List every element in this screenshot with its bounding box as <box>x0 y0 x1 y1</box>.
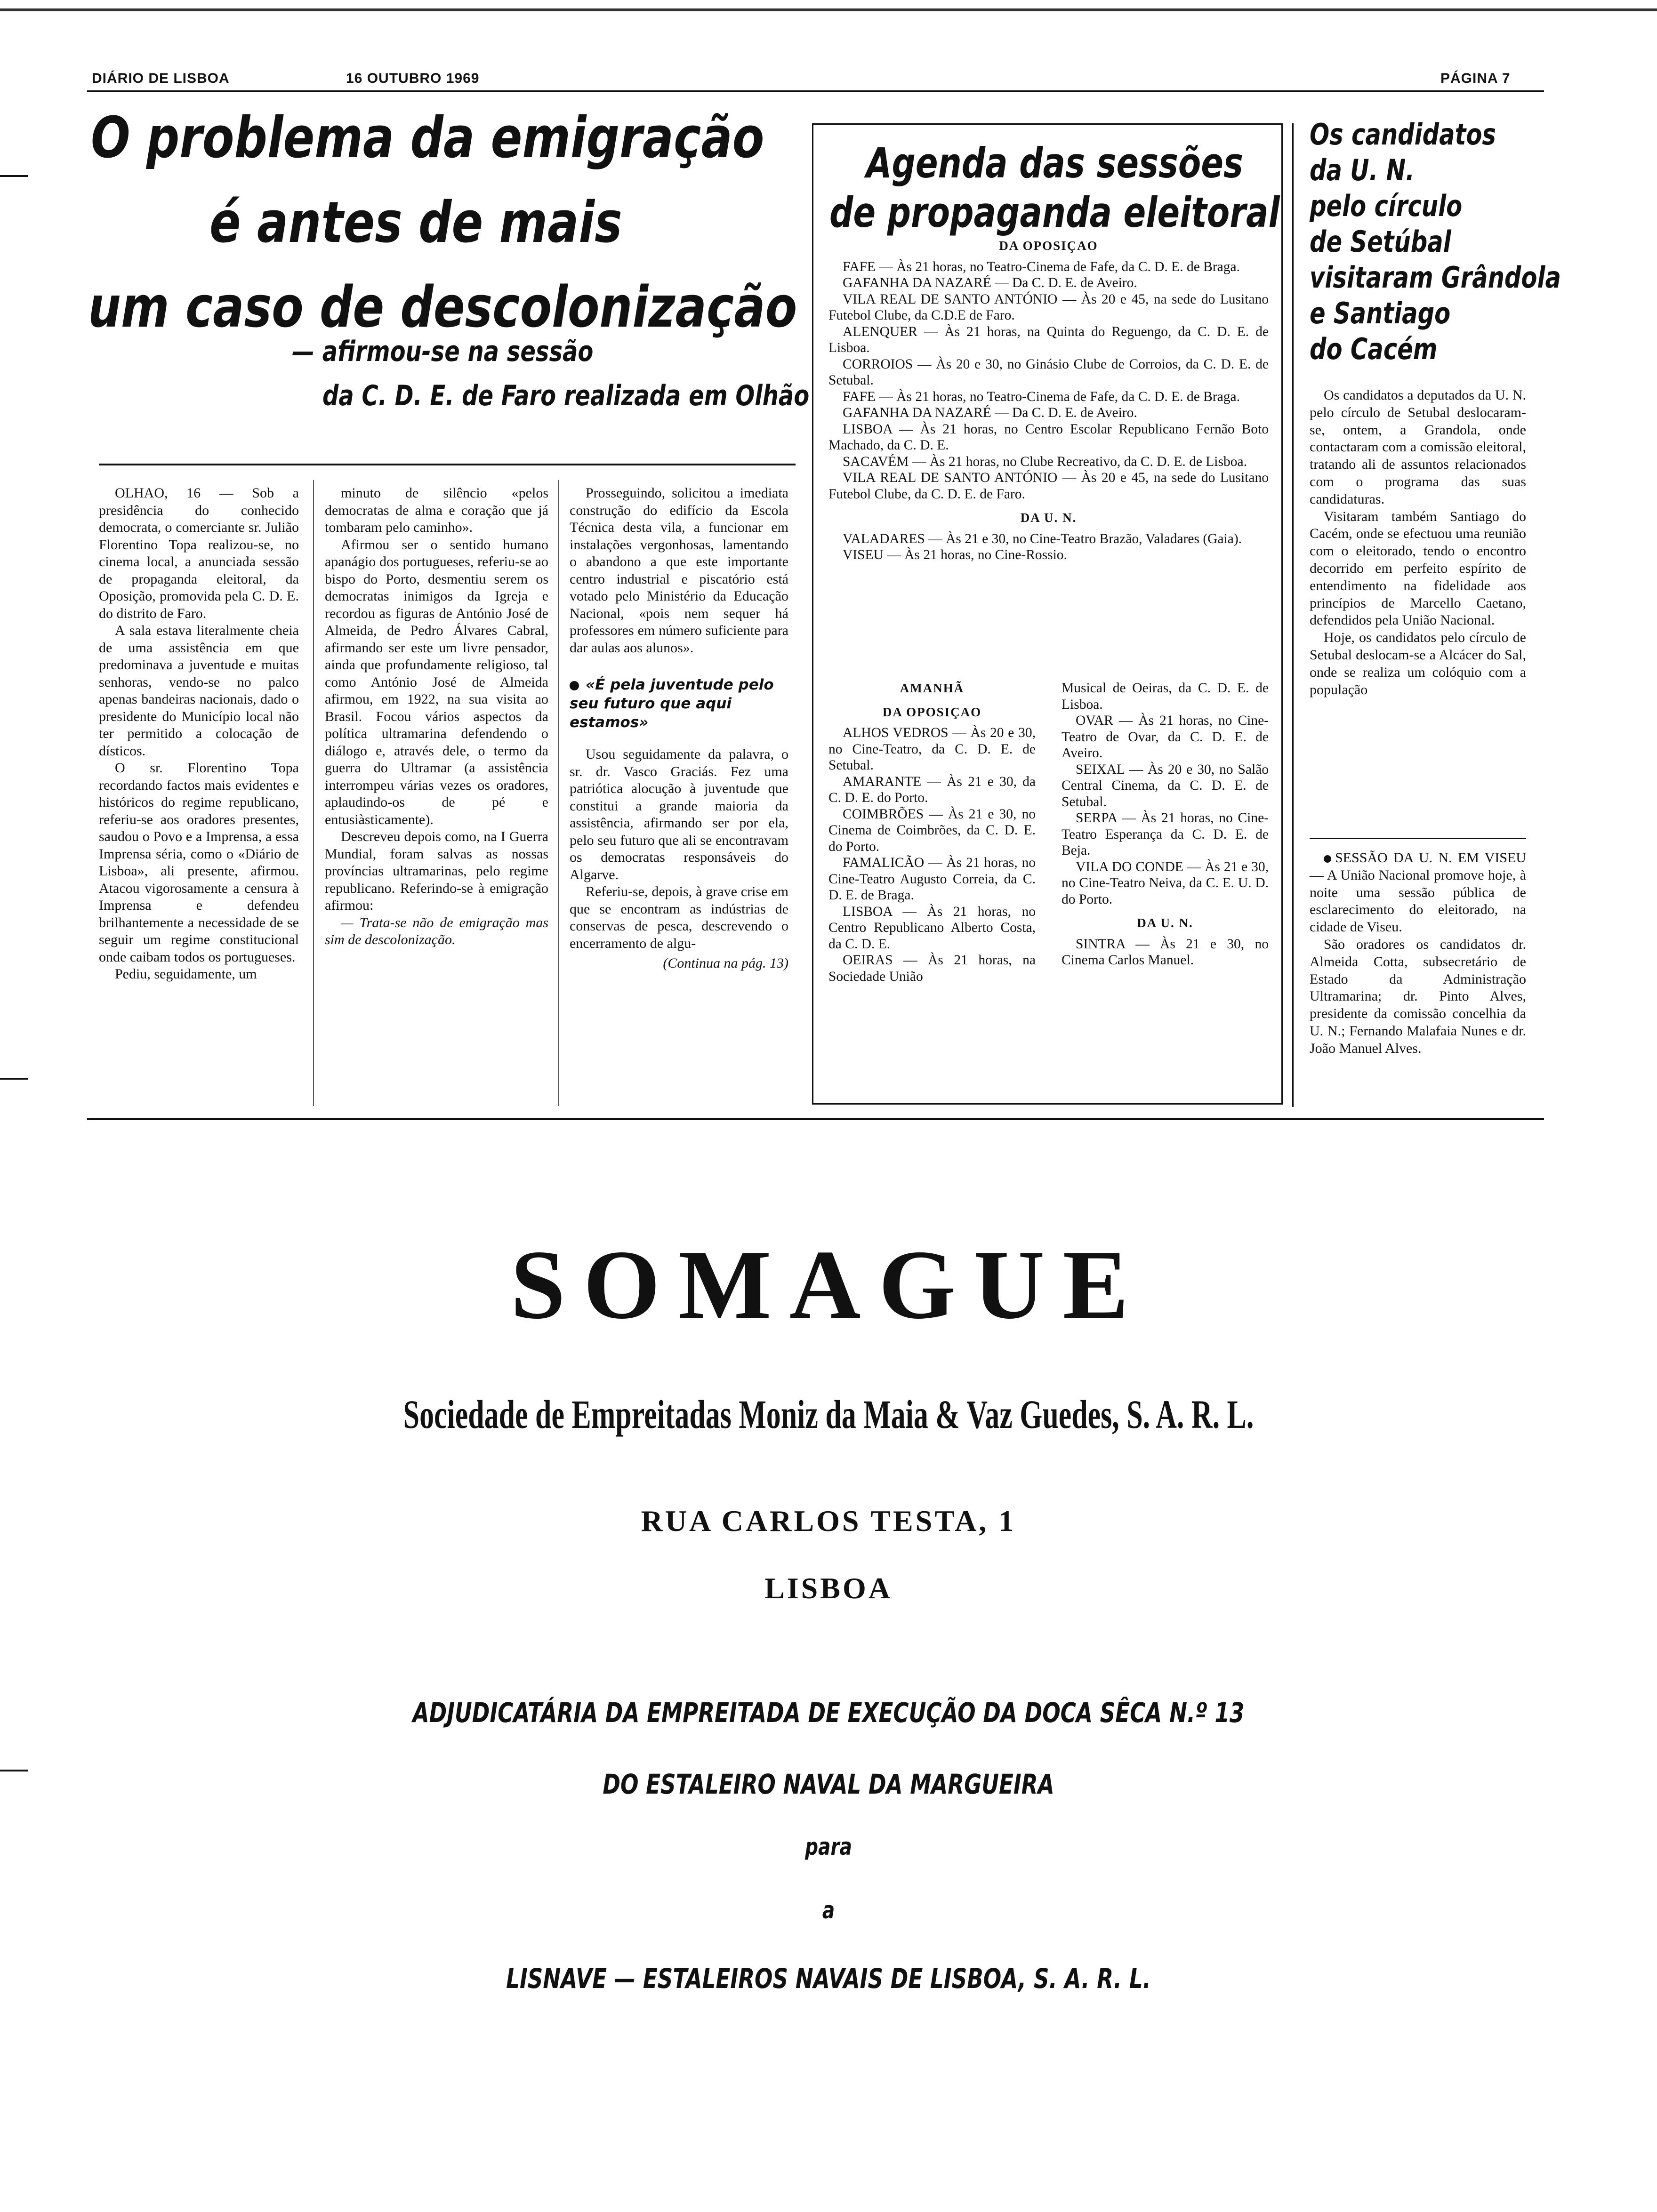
agenda-amanha: AMANHÃ <box>900 681 965 695</box>
side-headline-line: visitaram Grândola <box>1310 260 1561 295</box>
article-col-1 <box>99 485 299 983</box>
agenda-item: LISBOA — Às 21 horas, no Centro Republicano Alberto Costa, da C. D. E. <box>828 904 1036 952</box>
article-col-2 <box>325 485 548 949</box>
bullet-icon <box>570 681 579 690</box>
agenda-item: VILA REAL DE SANTO ANTÓNIO — Às 20 e 45, na sede do Lusitano Futebol Clube, da C. D. E. de Faro. <box>828 470 1269 502</box>
agenda-title-line-2: de propaganda eleitoral <box>829 188 1280 237</box>
paper-name: DIÁRIO DE LISBOA <box>92 71 230 86</box>
page-number: PÁGINA 7 <box>1440 71 1511 86</box>
page-top-rule <box>0 8 1657 11</box>
agenda-item: FAFE — Às 21 horas, no Teatro-Cinema de Fafe, da C. D. E. de Braga. <box>843 259 1240 274</box>
agenda-item: ALHOS VEDROS — Às 20 e 30, no Cine-Teatro, da C. D. E. de Setubal. <box>828 725 1036 773</box>
col2-para: Descreveu depois como, na I Guerra Mundial, foram salvas as nossas províncias ultramarinas, pelo regime republicano. Referindo-se à emigração afirmou: <box>325 829 548 913</box>
col1-para: O sr. Florentino Topa recordando factos mais evidentes e históricos do regime republicano, referiu-se aos oradores presentes, saudou o Povo e a Imprensa, a essa Imprensa séria, como o «Diário de Lisboa», ali presente, afirmou. Atacou vigorosamente a censura à Imprensa e defendeu brilhantemente a necessidade de se seguir um regime constitucional onde caibam todos os portugueses. <box>99 760 299 965</box>
side-headline-line: da U. N. <box>1310 153 1415 187</box>
brief-para: São oradores os candidatos dr. Almeida Cotta, subsecretário de Estado da Administração Ultramarina; dr. Pinto Alves, presidente da comissão concelhia da U. N.; Fernando Malafaia Nunes e dr. João Manuel Alves. <box>1310 936 1526 1056</box>
side-brief-rule <box>1310 838 1526 839</box>
agenda-body <box>828 238 1269 563</box>
side-para: Hoje, os candidatos pelo círculo de Setubal deslocam-se a Alcácer do Sal, onde se realiza um colóquio com a população <box>1310 630 1526 697</box>
col3-para: Referiu-se, depois, à grave crise em que se encontram as indústrias de conservas de pesca, descrevendo o encerramento de algu- <box>570 884 788 951</box>
col2-para: Afirmou ser o sentido humano apanágio dos portugueses, referiu-se ao bispo do Porto, desmentiu serem os democratas inimigos da Igreja e recordou as figuras de António José de Almeida, de Pedro Álvares Cabral, afirmando ser este um livre pensador, ainda que profundamente religioso, tal como António José de Almeida afirmou, em 1922, na sua visita ao Brasil. Focou vários aspectos da política ultramarina defendendo o diálogo e, através dele, o termo da guerra do Ultramar (a assistência interrompeu várias vezes os oradores, aplaudindo-os de pé e entusiàsticamente). <box>325 537 548 827</box>
side-headline-line: do Cacém <box>1310 332 1438 366</box>
side-body <box>1310 387 1526 698</box>
side-para: Os candidatos a deputados da U. N. pelo círculo de Setubal deslocaram-se, ontem, a Grandola, onde contactaram com a comissão eleitoral, tratando ali de assuntos relacionados com o programa das suas candidaturas. <box>1310 387 1526 507</box>
side-headline-line: de Setúbal <box>1310 224 1451 259</box>
brief-lead: SESSÃO DA U. N. EM VISEU <box>1335 850 1526 866</box>
headline-rule <box>99 464 796 465</box>
agenda-section-un: DA U. N. <box>1020 511 1077 525</box>
header-rule <box>87 90 1544 92</box>
advert-line-3: para <box>805 1833 852 1860</box>
issue-date: 16 OUTUBRO 1969 <box>346 71 480 86</box>
subhead-line-2: da C. D. E. de Faro realizada em Olhão <box>322 379 810 412</box>
agenda-title-line-1: Agenda das sessões <box>866 139 1243 187</box>
agenda-item: GAFANHA DA NAZARÉ — Da C. D. E. de Aveiro. <box>843 275 1137 290</box>
bullet-icon <box>1324 855 1331 863</box>
article-col-3 <box>570 485 788 972</box>
col3-subhead: «É pela juventude pelo seu futuro que aqui estamos» <box>570 676 774 731</box>
brief-para: SESSÃO DA U. N. EM VISEU — A União Nacional promove hoje, à noite uma sessão pública de esclarecimento do eleitorado, na cidade de Viseu. <box>1310 850 1526 935</box>
agenda-col-right <box>1062 680 1269 969</box>
side-headline-line: e Santiago <box>1310 296 1451 330</box>
advert-line-1: ADJUDICATÁRIA DA EMPREITADA DE EXECUÇÃO DA DOCA SÊCA N.º 13 <box>412 1697 1245 1729</box>
agenda-item: SACAVÉM — Às 21 horas, no Clube Recreativo, da C. D. E. de Lisboa. <box>843 454 1247 469</box>
headline-line-1: O problema da emigração <box>91 105 764 171</box>
col-divider <box>558 480 559 1106</box>
advert-address: RUA CARLOS TESTA, 1 <box>641 1504 1016 1538</box>
advert-line-4: a <box>822 1897 835 1924</box>
col2-para: — Trata-se não de emigração mas sim de descolonização. <box>325 914 548 947</box>
agenda-item: VISEU — Às 21 horas, no Cine-Rossio. <box>843 547 1067 562</box>
advert-city: LISBOA <box>764 1571 893 1605</box>
headline-line-3: um caso de descolonização <box>88 275 797 340</box>
headline-line-2: é antes de mais <box>209 190 622 256</box>
agenda-item: CORROIOS — Às 20 e 30, no Ginásio Clube de Corroios, da C. D. E. de Setubal. <box>828 356 1269 388</box>
side-para: Visitaram também Santiago do Cacém, onde se efectuou uma reunião com o eleitorado, tendo o encontro decorrido em perfeito espírito de entendimento na fidelidade aos princípios de Marcello Caetano, defendidos pela União Nacional. <box>1310 508 1526 628</box>
advert-subtitle: Sociedade de Empreitadas Moniz da Maia & Vaz Guedes, S. A. R. L. <box>403 1392 1254 1437</box>
section-rule <box>87 1118 1544 1120</box>
side-divider <box>1292 123 1294 1107</box>
agenda-item: LISBOA — Às 21 horas, no Centro Escolar Republicano Fernão Boto Machado, da C. D. E. <box>828 421 1269 453</box>
agenda-item: GAFANHA DA NAZARÉ — Da C. D. E. de Aveiro. <box>843 405 1137 420</box>
side-headline <box>1310 117 1561 367</box>
side-headline-line: pelo círculo <box>1310 189 1463 223</box>
advert-line-5: LISNAVE — ESTALEIROS NAVAIS DE LISBOA, S. A. R. L. <box>506 1963 1151 1995</box>
margin-mark <box>0 175 28 177</box>
agenda-item: SERPA — Às 21 horas, no Cine-Teatro Esperança da C. D. E. de Beja. <box>1062 810 1269 858</box>
agenda-item: FAMALICÃO — Às 21 horas, no Cine-Teatro Augusto Correia, da C. D. E. de Braga. <box>828 855 1036 903</box>
col2-para: minuto de silêncio «pelos democratas de alma e coração que já tombaram pelo caminho». <box>325 485 548 535</box>
agenda-item: SINTRA — Às 21 e 30, no Cinema Carlos Manuel. <box>1062 936 1269 968</box>
subhead-line-1: — afirmou-se na sessão <box>292 335 594 368</box>
col3-para: Usou seguidamente da palavra, o sr. dr. Vasco Graciás. Fez uma patriótica alocução à juventude que constitui a grande maioria da assistência, afirmando ser por ela, pelo seu futuro que ali se encontravam os democratas responsáveis do Algarve. <box>570 746 788 882</box>
col1-para: OLHAO, 16 — Sob a presidência do conhecido democrata, o comerciante sr. Julião Florentino Topa realizou-se, no cinema local, a anunciada sessão de propaganda eleitoral, da Oposição, promovida pela C. D. E. do distrito de Faro. <box>99 485 299 621</box>
agenda-section-oposicao: DA OPOSIÇAO <box>999 239 1098 253</box>
side-headline-line: Os candidatos <box>1310 117 1496 152</box>
col3-para: Prosseguindo, solicitou a imediata construção do edifício da Escola Técnica desta vila, a funcionar em instalações vergonhosas, lamentando o abandono a que este importante centro industrial e piscatório está votado pelo Ministério da Educação Nacional, «pois nem sequer há professores em número suficiente para dar aulas aos alunos». <box>570 485 788 656</box>
col1-para: Pediu, seguidamente, um <box>115 966 257 982</box>
agenda-col-left <box>828 680 1036 985</box>
agenda-section-un-2: DA U. N. <box>1137 916 1193 930</box>
advert-title: SOMAGUE <box>510 1230 1147 1339</box>
advert-line-2: DO ESTALEIRO NAVAL DA MARGUEIRA <box>603 1768 1054 1800</box>
agenda-item: FAFE — Às 21 horas, no Teatro-Cinema de Fafe, da C. D. E. de Braga. <box>843 389 1240 404</box>
agenda-item: OEIRAS — Às 21 horas, na Sociedade União <box>828 953 1036 984</box>
agenda-item: COIMBRÕES — Às 21 e 30, no Cinema de Coimbrões, da C. D. E. do Porto. <box>828 806 1036 854</box>
agenda-item: Musical de Oeiras, da C. D. E. de Lisboa. <box>1062 681 1269 712</box>
margin-mark <box>0 1770 28 1771</box>
col-divider <box>313 480 314 1106</box>
agenda-item: AMARANTE — Às 21 e 30, da C. D. E. do Porto. <box>828 774 1036 805</box>
agenda-item: VALADARES — Às 21 e 30, no Cine-Teatro Brazão, Valadares (Gaia). <box>843 531 1242 546</box>
agenda-item: ALENQUER — Às 21 horas, na Quinta do Reguengo, da C. D. E. de Lisboa. <box>828 324 1269 355</box>
agenda-item: VILA DO CONDE — Às 21 e 30, no Cine-Teatro Neiva, da C. E. U. D. do Porto. <box>1062 859 1269 907</box>
agenda-item: SEIXAL — Às 20 e 30, no Salão Central Cinema, da C. D. E. de Setubal. <box>1062 761 1269 809</box>
agenda-section-oposicao-2: DA OPOSIÇAO <box>882 705 982 719</box>
side-brief <box>1310 850 1526 1058</box>
margin-mark <box>0 1078 28 1080</box>
continuation-note: (Continua na pág. 13) <box>663 955 788 971</box>
agenda-item: VILA REAL DE SANTO ANTÓNIO — Às 20 e 45, na sede do Lusitano Futebol Clube, da C.D.E de Faro. <box>828 291 1269 323</box>
agenda-item: OVAR — Às 21 horas, no Cine-Teatro de Ovar, da C. D. E. de Aveiro. <box>1062 713 1269 761</box>
col1-para: A sala estava literalmente cheia de uma assistência em que predominava a juventude e muitas senhoras, vendo-se no palco apenas bandeiras nacionais, dado o presidente do Município local não ter permitido a colocação de dísticos. <box>99 623 299 759</box>
